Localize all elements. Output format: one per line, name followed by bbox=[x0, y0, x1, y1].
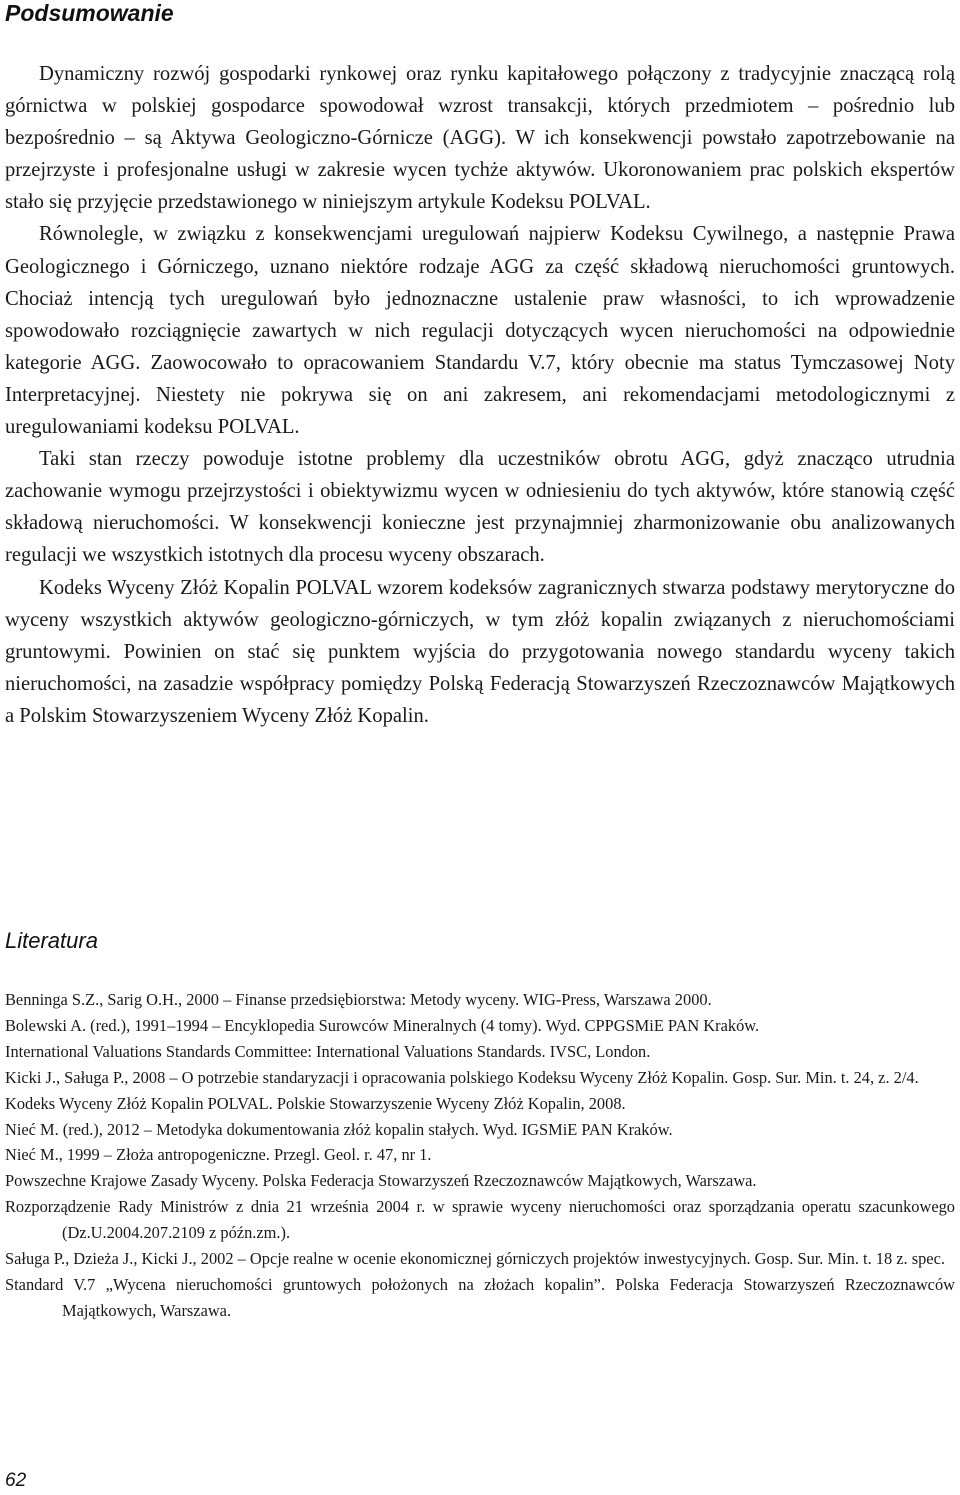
reference-item: Powszechne Krajowe Zasady Wyceny. Polska Federacja Stowarzyszeń Rzeczoznawców Majątkowych, Warszawa. bbox=[5, 1171, 757, 1191]
reference-list bbox=[5, 987, 955, 1324]
summary-paragraph: Równolegle, w związku z konsekwencjami uregulowań najpierw Kodeksu Cywilnego, a następnie Prawa Geologicznego i Górniczego, uznano niektóre rodzaje AGG za część składową nieruchomości gruntowych. Chociaż intencją tych uregulowań było jednoznaczne ustalenie praw własności, to ich wprowadzenie spowodowało rozciągnięcie zawartych w nich regulacji dotyczących wycen nieruchomości na odpowiednie kategorie AGG. Zaowocowało to opracowaniem Standardu V.7, który obecnie ma status Tymczasowej Noty Interpretacyjnej. Niestety nie pokrywa się on ani zakresem, ani rekomendacjami metodologicznymi z uregulowaniami kodeksu POLVAL. bbox=[5, 223, 955, 439]
reference-item: Nieć M., 1999 – Złoża antropogeniczne. Przegl. Geol. r. 47, nr 1. bbox=[5, 1145, 432, 1165]
summary-heading: Podsumowanie bbox=[5, 0, 174, 26]
reference-item: Bolewski A. (red.), 1991–1994 – Encyklopedia Surowców Mineralnych (4 tomy). Wyd. CPPGSMiE PAN Kraków. bbox=[5, 1015, 760, 1035]
summary-paragraph: Dynamiczny rozwój gospodarki rynkowej oraz rynku kapitałowego połączony z tradycyjnie znaczącą rolą górnictwa w polskiej gospodarce spowodował wzrost transakcji, których przedmiotem – pośrednio lub bezpośrednio – są Aktywa Geologiczno-Górnicze (AGG). W ich konsekwencji powstało zapotrzebowanie na przejrzyste i profesjonalne usługi w zakresie wycen tychże aktywów. Ukoronowaniem prac polskich ekspertów stało się przyjęcie przedstawionego w niniejszym artykule Kodeksu POLVAL. bbox=[5, 63, 955, 214]
reference-item: Saługa P., Dzieża J., Kicki J., 2002 – Opcje realne w ocenie ekonomicznej górniczych projektów inwestycyjnych. Gosp. Sur. Min. t. 18 z. spec. bbox=[5, 1249, 945, 1269]
summary-paragraph: Taki stan rzeczy powoduje istotne problemy dla uczestników obrotu AGG, gdyż znacząco utrudnia zachowanie wymogu przejrzystości i obiektywizmu wycen w odniesieniu do tych aktywów, które stanowią część składową nieruchomości. W konsekwencji konieczne jest przynajmniej zharmonizowanie obu analizowanych regulacji we wszystkich istotnych dla procesu wyceny obszarach. bbox=[5, 448, 955, 567]
reference-item: International Valuations Standards Committee: International Valuations Standards. IVSC, London. bbox=[5, 1041, 651, 1061]
summary-body bbox=[5, 58, 955, 732]
reference-item: Kodeks Wyceny Złóż Kopalin POLVAL. Polskie Stowarzyszenie Wyceny Złóż Kopalin, 2008. bbox=[5, 1093, 626, 1113]
reference-item: Rozporządzenie Rady Ministrów z dnia 21 września 2004 r. w sprawie wyceny nieruchomości oraz sporządzania operatu szacunkowego (Dz.U.2004.207.2109 z późn.zm.). bbox=[5, 1197, 955, 1243]
literature-heading: Literatura bbox=[5, 928, 98, 953]
reference-item: Kicki J., Saługa P., 2008 – O potrzebie standaryzacji i opracowania polskiego Kodeksu Wyceny Złóż Kopalin. Gosp. Sur. Min. t. 24, z. 2/4. bbox=[5, 1067, 919, 1087]
reference-item: Benninga S.Z., Sarig O.H., 2000 – Finanse przedsiębiorstwa: Metody wyceny. WIG-Press, Warszawa 2000. bbox=[5, 990, 712, 1009]
reference-item: Standard V.7 „Wycena nieruchomości gruntowych położonych na złożach kopalin”. Polska Federacja Stowarzyszeń Rzeczoznawców Majątkowych, Warszawa. bbox=[5, 1274, 955, 1320]
reference-item: Nieć M. (red.), 2012 – Metodyka dokumentowania złóż kopalin stałych. Wyd. IGSMiE PAN Kraków. bbox=[5, 1119, 673, 1139]
page-number: 62 bbox=[5, 1470, 27, 1491]
summary-paragraph: Kodeks Wyceny Złóż Kopalin POLVAL wzorem kodeksów zagranicznych stwarza podstawy merytoryczne do wyceny wszystkich aktywów geologiczno-górniczych, w tym złóż kopalin związanych z nieruchomościami gruntowymi. Powinien on stać się punktem wyjścia do przygotowania nowego standardu wyceny takich nieruchomości, na zasadzie współpracy pomiędzy Polską Federacją Stowarzyszeń Rzeczoznawców Majątkowych a Polskim Stowarzyszeniem Wyceny Złóż Kopalin. bbox=[5, 576, 955, 727]
